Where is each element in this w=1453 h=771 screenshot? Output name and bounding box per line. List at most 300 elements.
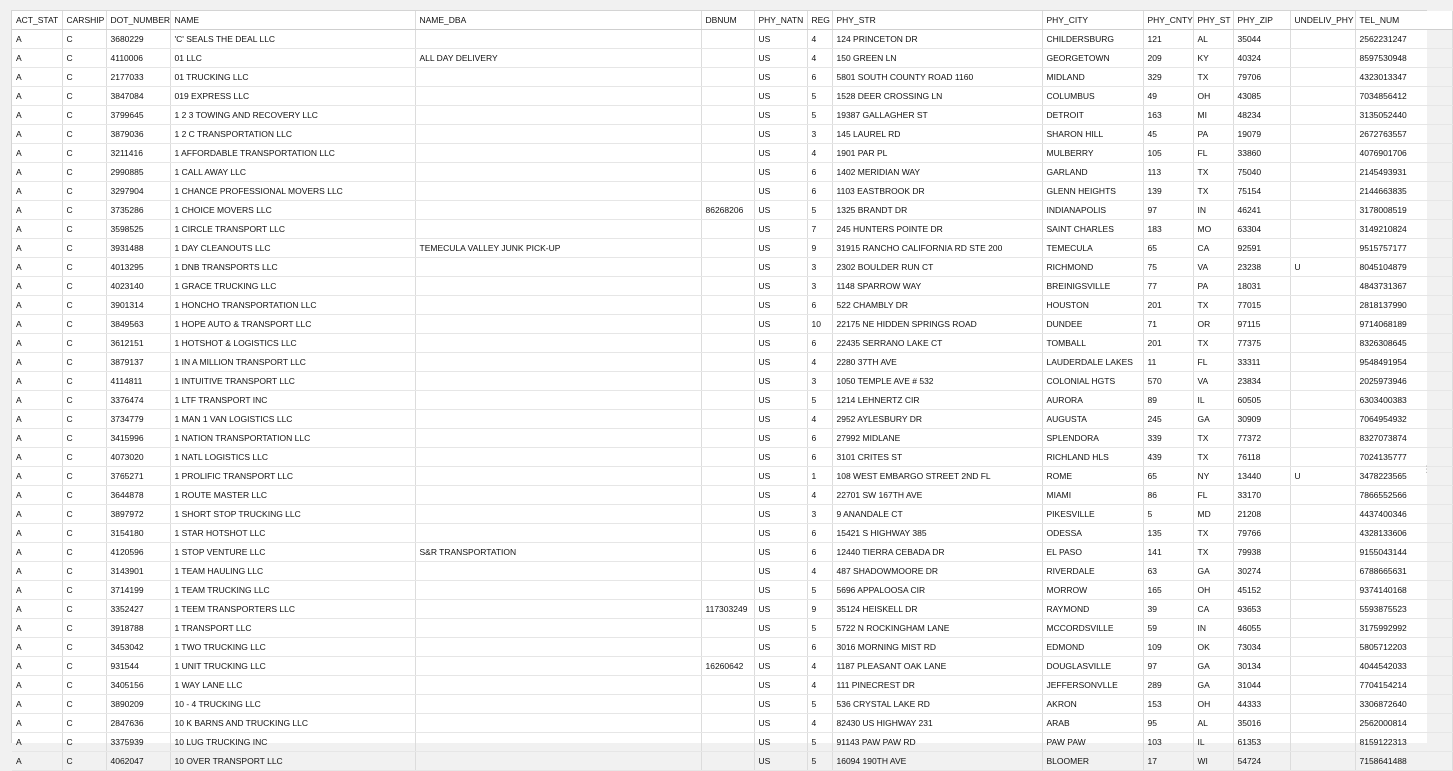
table-row[interactable] [12,714,1452,733]
cell-phy-city[interactable]: RICHLAND HLS [1042,448,1143,467]
cell-name-dba[interactable]: TEMECULA VALLEY JUNK PICK-UP [415,239,701,258]
column-header-name-dba[interactable]: NAME_DBA [415,11,701,30]
cell-phy-st[interactable]: MO [1193,220,1233,239]
cell-reg[interactable]: 6 [807,448,832,467]
cell-act-stat[interactable]: A [12,638,62,657]
cell-name[interactable]: 1 STAR HOTSHOT LLC [170,524,415,543]
cell-phy-st[interactable]: OH [1193,581,1233,600]
cell-carship[interactable]: C [62,125,106,144]
cell-phy-zip[interactable]: 45152 [1233,581,1290,600]
cell-tel-num[interactable]: 2672763557 [1355,125,1452,144]
cell-dbnum[interactable] [701,638,754,657]
cell-reg[interactable]: 5 [807,619,832,638]
cell-tel-num[interactable]: 9548491954 [1355,353,1452,372]
cell-act-stat[interactable]: A [12,733,62,752]
cell-name-dba[interactable] [415,676,701,695]
cell-phy-str[interactable]: 145 LAUREL RD [832,125,1042,144]
cell-dbnum[interactable] [701,752,754,771]
cell-phy-st[interactable]: AL [1193,30,1233,49]
cell-name[interactable]: 1 CALL AWAY LLC [170,163,415,182]
cell-undeliv-phy[interactable] [1290,752,1355,771]
cell-phy-zip[interactable]: 75154 [1233,182,1290,201]
cell-name-dba[interactable] [415,106,701,125]
cell-dot-number[interactable]: 3376474 [106,391,170,410]
cell-undeliv-phy[interactable] [1290,429,1355,448]
cell-phy-str[interactable]: 1901 PAR PL [832,144,1042,163]
cell-carship[interactable]: C [62,182,106,201]
cell-undeliv-phy[interactable] [1290,163,1355,182]
table-row[interactable] [12,657,1452,676]
cell-tel-num[interactable]: 2562231247 [1355,30,1452,49]
cell-dot-number[interactable]: 3890209 [106,695,170,714]
cell-phy-st[interactable]: GA [1193,657,1233,676]
cell-phy-natn[interactable]: US [754,30,807,49]
cell-reg[interactable]: 5 [807,106,832,125]
cell-name-dba[interactable] [415,125,701,144]
cell-phy-zip[interactable]: 79938 [1233,543,1290,562]
column-header-dot-number[interactable]: DOT_NUMBER [106,11,170,30]
table-row[interactable] [12,296,1452,315]
cell-phy-city[interactable]: MIAMI [1042,486,1143,505]
cell-phy-city[interactable]: INDIANAPOLIS [1042,201,1143,220]
cell-tel-num[interactable]: 4323013347 [1355,68,1452,87]
cell-undeliv-phy[interactable] [1290,277,1355,296]
cell-name-dba[interactable] [415,505,701,524]
column-header-phy-city[interactable]: PHY_CITY [1042,11,1143,30]
cell-phy-natn[interactable]: US [754,239,807,258]
cell-dot-number[interactable]: 3847084 [106,87,170,106]
cell-dot-number[interactable]: 3612151 [106,334,170,353]
cell-phy-zip[interactable]: 40324 [1233,49,1290,68]
cell-undeliv-phy[interactable] [1290,657,1355,676]
table-row[interactable] [12,600,1452,619]
cell-undeliv-phy[interactable] [1290,182,1355,201]
table-row[interactable] [12,125,1452,144]
cell-reg[interactable]: 6 [807,163,832,182]
cell-undeliv-phy[interactable]: U [1290,467,1355,486]
cell-phy-st[interactable]: TX [1193,334,1233,353]
cell-phy-str[interactable]: 2302 BOULDER RUN CT [832,258,1042,277]
cell-carship[interactable]: C [62,429,106,448]
cell-phy-natn[interactable]: US [754,524,807,543]
cell-phy-cnty[interactable]: 135 [1143,524,1193,543]
cell-phy-natn[interactable]: US [754,106,807,125]
cell-name-dba[interactable] [415,486,701,505]
cell-phy-cnty[interactable]: 139 [1143,182,1193,201]
cell-phy-natn[interactable]: US [754,429,807,448]
cell-carship[interactable]: C [62,752,106,771]
cell-carship[interactable]: C [62,296,106,315]
cell-carship[interactable]: C [62,657,106,676]
cell-phy-st[interactable]: OR [1193,315,1233,334]
cell-phy-cnty[interactable]: 121 [1143,30,1193,49]
cell-phy-st[interactable]: TX [1193,448,1233,467]
cell-undeliv-phy[interactable] [1290,106,1355,125]
cell-phy-zip[interactable]: 43085 [1233,87,1290,106]
cell-act-stat[interactable]: A [12,144,62,163]
cell-dot-number[interactable]: 3879137 [106,353,170,372]
cell-phy-zip[interactable]: 13440 [1233,467,1290,486]
cell-carship[interactable]: C [62,220,106,239]
cell-phy-cnty[interactable]: 289 [1143,676,1193,695]
cell-dot-number[interactable]: 3918788 [106,619,170,638]
cell-phy-str[interactable]: 111 PINECREST DR [832,676,1042,695]
cell-phy-zip[interactable]: 35016 [1233,714,1290,733]
cell-dot-number[interactable]: 4023140 [106,277,170,296]
cell-phy-zip[interactable]: 61353 [1233,733,1290,752]
cell-phy-cnty[interactable]: 201 [1143,334,1193,353]
cell-phy-str[interactable]: 5696 APPALOOSA CIR [832,581,1042,600]
cell-carship[interactable]: C [62,315,106,334]
cell-phy-natn[interactable]: US [754,258,807,277]
cell-name[interactable]: 1 LTF TRANSPORT INC [170,391,415,410]
cell-name-dba[interactable] [415,87,701,106]
cell-tel-num[interactable]: 3178008519 [1355,201,1452,220]
cell-carship[interactable]: C [62,543,106,562]
cell-phy-natn[interactable]: US [754,49,807,68]
table-row[interactable] [12,429,1452,448]
table-row[interactable] [12,524,1452,543]
cell-name[interactable]: 1 TEAM HAULING LLC [170,562,415,581]
cell-phy-natn[interactable]: US [754,486,807,505]
cell-phy-natn[interactable]: US [754,448,807,467]
cell-dot-number[interactable]: 4062047 [106,752,170,771]
cell-carship[interactable]: C [62,277,106,296]
cell-phy-city[interactable]: SAINT CHARLES [1042,220,1143,239]
cell-phy-city[interactable]: PAW PAW [1042,733,1143,752]
cell-phy-st[interactable]: NY [1193,467,1233,486]
cell-name-dba[interactable] [415,467,701,486]
cell-phy-city[interactable]: RIVERDALE [1042,562,1143,581]
cell-phy-cnty[interactable]: 165 [1143,581,1193,600]
cell-phy-str[interactable]: 124 PRINCETON DR [832,30,1042,49]
cell-reg[interactable]: 9 [807,600,832,619]
cell-dot-number[interactable]: 3799645 [106,106,170,125]
cell-dot-number[interactable]: 3714199 [106,581,170,600]
cell-dot-number[interactable]: 3735286 [106,201,170,220]
cell-phy-cnty[interactable]: 77 [1143,277,1193,296]
cell-phy-city[interactable]: EDMOND [1042,638,1143,657]
cell-name-dba[interactable] [415,315,701,334]
cell-undeliv-phy[interactable] [1290,201,1355,220]
cell-reg[interactable]: 3 [807,372,832,391]
cell-carship[interactable]: C [62,163,106,182]
cell-undeliv-phy[interactable]: U [1290,258,1355,277]
cell-phy-natn[interactable]: US [754,638,807,657]
cell-name-dba[interactable] [415,30,701,49]
cell-tel-num[interactable]: 8045104879 [1355,258,1452,277]
cell-name-dba[interactable] [415,448,701,467]
cell-reg[interactable]: 3 [807,277,832,296]
cell-name[interactable]: 1 MAN 1 VAN LOGISTICS LLC [170,410,415,429]
cell-dbnum[interactable] [701,87,754,106]
cell-tel-num[interactable]: 2818137990 [1355,296,1452,315]
cell-name-dba[interactable] [415,752,701,771]
cell-reg[interactable]: 4 [807,410,832,429]
cell-reg[interactable]: 5 [807,391,832,410]
cell-tel-num[interactable]: 7866552566 [1355,486,1452,505]
cell-name[interactable]: 1 HOPE AUTO & TRANSPORT LLC [170,315,415,334]
cell-phy-zip[interactable]: 92591 [1233,239,1290,258]
cell-dbnum[interactable] [701,220,754,239]
cell-name-dba[interactable] [415,562,701,581]
table-row[interactable] [12,752,1452,771]
cell-act-stat[interactable]: A [12,619,62,638]
cell-act-stat[interactable]: A [12,334,62,353]
cell-tel-num[interactable]: 2145493931 [1355,163,1452,182]
cell-dbnum[interactable] [701,486,754,505]
cell-reg[interactable]: 9 [807,239,832,258]
cell-name[interactable]: 1 DNB TRANSPORTS LLC [170,258,415,277]
cell-act-stat[interactable]: A [12,524,62,543]
cell-act-stat[interactable]: A [12,543,62,562]
cell-dbnum[interactable] [701,163,754,182]
cell-dbnum[interactable] [701,410,754,429]
cell-undeliv-phy[interactable] [1290,505,1355,524]
cell-carship[interactable]: C [62,87,106,106]
cell-dbnum[interactable] [701,125,754,144]
cell-carship[interactable]: C [62,524,106,543]
cell-phy-str[interactable]: 9 ANANDALE CT [832,505,1042,524]
cell-phy-city[interactable]: TEMECULA [1042,239,1143,258]
cell-name[interactable]: 1 TEAM TRUCKING LLC [170,581,415,600]
cell-act-stat[interactable]: A [12,695,62,714]
cell-undeliv-phy[interactable] [1290,87,1355,106]
cell-act-stat[interactable]: A [12,581,62,600]
table-row[interactable] [12,220,1452,239]
cell-phy-zip[interactable]: 54724 [1233,752,1290,771]
table-row[interactable] [12,87,1452,106]
cell-phy-zip[interactable]: 18031 [1233,277,1290,296]
cell-dot-number[interactable]: 3598525 [106,220,170,239]
cell-phy-zip[interactable]: 97115 [1233,315,1290,334]
cell-act-stat[interactable]: A [12,163,62,182]
table-row[interactable] [12,277,1452,296]
cell-undeliv-phy[interactable] [1290,714,1355,733]
cell-phy-natn[interactable]: US [754,220,807,239]
cell-dbnum[interactable] [701,391,754,410]
cell-undeliv-phy[interactable] [1290,733,1355,752]
cell-reg[interactable]: 4 [807,714,832,733]
cell-phy-st[interactable]: GA [1193,562,1233,581]
cell-phy-natn[interactable]: US [754,182,807,201]
cell-act-stat[interactable]: A [12,277,62,296]
data-grid[interactable] [11,10,1431,766]
cell-phy-zip[interactable]: 79706 [1233,68,1290,87]
cell-phy-natn[interactable]: US [754,467,807,486]
cell-phy-st[interactable]: VA [1193,372,1233,391]
cell-reg[interactable]: 6 [807,182,832,201]
cell-name-dba[interactable]: S&R TRANSPORTATION [415,543,701,562]
cell-name[interactable]: 'C' SEALS THE DEAL LLC [170,30,415,49]
cell-phy-natn[interactable]: US [754,315,807,334]
cell-undeliv-phy[interactable] [1290,448,1355,467]
cell-phy-natn[interactable]: US [754,391,807,410]
cell-phy-city[interactable]: AURORA [1042,391,1143,410]
table-row[interactable] [12,638,1452,657]
cell-phy-city[interactable]: BREINIGSVILLE [1042,277,1143,296]
cell-phy-str[interactable]: 1402 MERIDIAN WAY [832,163,1042,182]
cell-phy-cnty[interactable]: 75 [1143,258,1193,277]
cell-dbnum[interactable] [701,277,754,296]
cell-dbnum[interactable] [701,144,754,163]
cell-carship[interactable]: C [62,391,106,410]
cell-name[interactable]: 1 TWO TRUCKING LLC [170,638,415,657]
cell-dbnum[interactable] [701,581,754,600]
cell-phy-cnty[interactable]: 39 [1143,600,1193,619]
cell-dot-number[interactable]: 3143901 [106,562,170,581]
cell-act-stat[interactable]: A [12,391,62,410]
cell-dbnum[interactable] [701,239,754,258]
cell-phy-st[interactable]: TX [1193,163,1233,182]
cell-name[interactable]: 1 STOP VENTURE LLC [170,543,415,562]
cell-name[interactable]: 1 HOTSHOT & LOGISTICS LLC [170,334,415,353]
cell-carship[interactable]: C [62,353,106,372]
cell-phy-natn[interactable]: US [754,125,807,144]
cell-phy-natn[interactable]: US [754,714,807,733]
cell-reg[interactable]: 3 [807,505,832,524]
cell-tel-num[interactable]: 9374140168 [1355,581,1452,600]
cell-phy-zip[interactable]: 44333 [1233,695,1290,714]
cell-phy-zip[interactable]: 46055 [1233,619,1290,638]
cell-phy-st[interactable]: CA [1193,600,1233,619]
cell-phy-cnty[interactable]: 89 [1143,391,1193,410]
cell-reg[interactable]: 4 [807,676,832,695]
cell-name[interactable]: 01 TRUCKING LLC [170,68,415,87]
cell-phy-zip[interactable]: 79766 [1233,524,1290,543]
cell-dbnum[interactable]: 16260642 [701,657,754,676]
cell-phy-st[interactable]: IL [1193,733,1233,752]
cell-carship[interactable]: C [62,676,106,695]
cell-tel-num[interactable]: 2562000814 [1355,714,1452,733]
cell-phy-str[interactable]: 2280 37TH AVE [832,353,1042,372]
cell-phy-zip[interactable]: 60505 [1233,391,1290,410]
cell-name[interactable]: 1 CHANCE PROFESSIONAL MOVERS LLC [170,182,415,201]
cell-name-dba[interactable] [415,657,701,676]
cell-dot-number[interactable]: 3375939 [106,733,170,752]
cell-tel-num[interactable]: 8326308645 [1355,334,1452,353]
cell-carship[interactable]: C [62,600,106,619]
cell-phy-st[interactable]: VA [1193,258,1233,277]
cell-name[interactable]: 1 CIRCLE TRANSPORT LLC [170,220,415,239]
cell-carship[interactable]: C [62,106,106,125]
cell-phy-cnty[interactable]: 439 [1143,448,1193,467]
cell-dot-number[interactable]: 3879036 [106,125,170,144]
cell-phy-city[interactable]: GARLAND [1042,163,1143,182]
cell-phy-city[interactable]: MIDLAND [1042,68,1143,87]
cell-tel-num[interactable]: 7024135777 [1355,448,1452,467]
cell-phy-city[interactable]: AKRON [1042,695,1143,714]
cell-name-dba[interactable] [415,429,701,448]
cell-tel-num[interactable]: 8159122313 [1355,733,1452,752]
column-header-phy-zip[interactable]: PHY_ZIP [1233,11,1290,30]
cell-phy-cnty[interactable]: 17 [1143,752,1193,771]
cell-carship[interactable]: C [62,695,106,714]
cell-phy-cnty[interactable]: 209 [1143,49,1193,68]
cell-name-dba[interactable] [415,182,701,201]
cell-name-dba[interactable] [415,619,701,638]
cell-phy-city[interactable]: RAYMOND [1042,600,1143,619]
table-row[interactable] [12,543,1452,562]
cell-phy-st[interactable]: PA [1193,125,1233,144]
cell-act-stat[interactable]: A [12,258,62,277]
cell-phy-str[interactable]: 245 HUNTERS POINTE DR [832,220,1042,239]
cell-name[interactable]: 1 GRACE TRUCKING LLC [170,277,415,296]
cell-phy-str[interactable]: 108 WEST EMBARGO STREET 2ND FL [832,467,1042,486]
cell-tel-num[interactable]: 4076901706 [1355,144,1452,163]
cell-name[interactable]: 10 OVER TRANSPORT LLC [170,752,415,771]
cell-dot-number[interactable]: 3644878 [106,486,170,505]
cell-phy-zip[interactable]: 73034 [1233,638,1290,657]
cell-name-dba[interactable] [415,714,701,733]
cell-phy-natn[interactable]: US [754,163,807,182]
cell-phy-cnty[interactable]: 329 [1143,68,1193,87]
cell-tel-num[interactable]: 2144663835 [1355,182,1452,201]
cell-phy-city[interactable]: EL PASO [1042,543,1143,562]
table-row[interactable] [12,695,1452,714]
cell-act-stat[interactable]: A [12,353,62,372]
cell-phy-zip[interactable]: 33170 [1233,486,1290,505]
cell-carship[interactable]: C [62,619,106,638]
cell-phy-natn[interactable]: US [754,657,807,676]
cell-act-stat[interactable]: A [12,68,62,87]
table-row[interactable] [12,467,1452,486]
cell-phy-st[interactable]: TX [1193,296,1233,315]
cell-name[interactable]: 1 NATL LOGISTICS LLC [170,448,415,467]
cell-name-dba[interactable] [415,353,701,372]
cell-phy-str[interactable]: 536 CRYSTAL LAKE RD [832,695,1042,714]
cell-phy-natn[interactable]: US [754,619,807,638]
cell-phy-cnty[interactable]: 153 [1143,695,1193,714]
column-header-tel-num[interactable]: TEL_NUM [1355,11,1452,30]
cell-phy-cnty[interactable]: 103 [1143,733,1193,752]
cell-name-dba[interactable] [415,220,701,239]
cell-tel-num[interactable]: 4437400346 [1355,505,1452,524]
cell-phy-zip[interactable]: 21208 [1233,505,1290,524]
cell-tel-num[interactable]: 4843731367 [1355,277,1452,296]
cell-dot-number[interactable]: 4073020 [106,448,170,467]
cell-dot-number[interactable]: 3211416 [106,144,170,163]
cell-undeliv-phy[interactable] [1290,581,1355,600]
column-header-phy-natn[interactable]: PHY_NATN [754,11,807,30]
cell-phy-cnty[interactable]: 339 [1143,429,1193,448]
table-row[interactable] [12,315,1452,334]
cell-carship[interactable]: C [62,144,106,163]
cell-phy-natn[interactable]: US [754,505,807,524]
cell-phy-city[interactable]: RICHMOND [1042,258,1143,277]
cell-name[interactable]: 1 UNIT TRUCKING LLC [170,657,415,676]
cell-carship[interactable]: C [62,467,106,486]
cell-act-stat[interactable]: A [12,505,62,524]
column-header-name[interactable]: NAME [170,11,415,30]
cell-dot-number[interactable]: 3765271 [106,467,170,486]
cell-phy-st[interactable]: TX [1193,182,1233,201]
cell-phy-cnty[interactable]: 570 [1143,372,1193,391]
cell-phy-str[interactable]: 91143 PAW PAW RD [832,733,1042,752]
cell-name[interactable]: 1 NATION TRANSPORTATION LLC [170,429,415,448]
cell-dbnum[interactable] [701,467,754,486]
cell-name-dba[interactable] [415,524,701,543]
table-row[interactable] [12,391,1452,410]
cell-phy-str[interactable]: 22175 NE HIDDEN SPRINGS ROAD [832,315,1042,334]
cell-phy-natn[interactable]: US [754,676,807,695]
cell-tel-num[interactable]: 7064954932 [1355,410,1452,429]
cell-phy-st[interactable]: OH [1193,87,1233,106]
cell-phy-str[interactable]: 3101 CRITES ST [832,448,1042,467]
cell-phy-st[interactable]: IL [1193,391,1233,410]
table-row[interactable] [12,239,1452,258]
cell-act-stat[interactable]: A [12,600,62,619]
